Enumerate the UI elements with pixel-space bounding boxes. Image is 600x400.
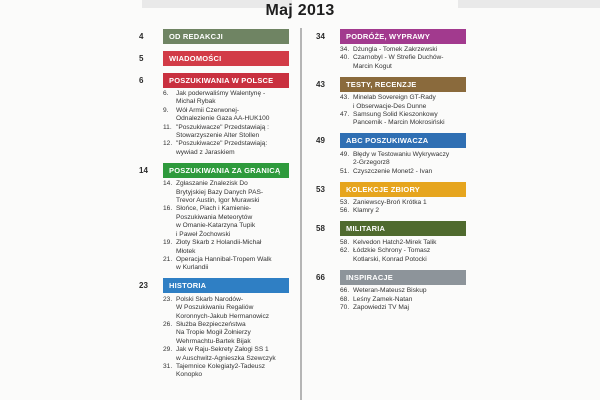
section-items bbox=[340, 46, 466, 71]
section-inspiracje bbox=[316, 269, 466, 312]
article-title: Tajemnice Kolegiaty2-Tadeusz Konopko bbox=[176, 362, 266, 379]
section-header[interactable] bbox=[139, 162, 289, 178]
section-header[interactable] bbox=[316, 269, 466, 285]
article-entry[interactable] bbox=[340, 94, 466, 111]
article-entry[interactable] bbox=[340, 46, 466, 54]
article-title: Służba Bezpieczeństwa Na Tropie Mogił Żołnierzy Wehrmachtu-Bartek Bijak bbox=[176, 320, 251, 345]
section-wiadomosci bbox=[139, 50, 289, 66]
section-header[interactable] bbox=[316, 221, 466, 237]
section-poszukiwania-za-granica bbox=[139, 162, 289, 272]
section-page-number: 34 bbox=[316, 31, 325, 41]
section-page-number: 5 bbox=[139, 53, 144, 63]
section-title-bar: WIADOMOŚCI bbox=[163, 51, 289, 66]
section-title-bar: OD REDAKCJI bbox=[163, 29, 289, 44]
article-page-number: 19. bbox=[163, 239, 173, 247]
article-page-number: 58. bbox=[340, 238, 350, 246]
section-page-number: 6 bbox=[139, 75, 144, 85]
article-page-number: 23. bbox=[163, 295, 173, 303]
article-title: Złoty Skarb z Holandii-Michał Młotek bbox=[176, 239, 262, 255]
section-items bbox=[340, 287, 466, 312]
article-title: Czarnobyl - W Strefie Duchów- Marcin Kogut bbox=[353, 54, 444, 70]
article-entry[interactable] bbox=[163, 321, 289, 346]
article-title: Polski Skarb Narodów- W Poszukiwaniu Regaliów Koronnych-Jakub Hermanowicz bbox=[176, 295, 270, 320]
article-page-number: 31. bbox=[163, 362, 173, 370]
article-page-number: 66. bbox=[340, 287, 350, 295]
section-items bbox=[163, 180, 289, 272]
article-page-number: 40. bbox=[340, 54, 350, 62]
section-items bbox=[163, 90, 289, 157]
section-title-bar: POSZUKIWANIA W POLSCE bbox=[163, 73, 289, 88]
article-title: Zaniewscy-Broń Krótka 1 bbox=[353, 199, 427, 207]
article-page-number: 68. bbox=[340, 295, 350, 303]
article-entry[interactable] bbox=[163, 363, 289, 380]
section-items bbox=[163, 296, 289, 380]
article-entry[interactable] bbox=[163, 346, 289, 363]
article-title: Weteran-Mateusz Biskup bbox=[353, 287, 427, 295]
section-header[interactable] bbox=[139, 72, 289, 88]
section-militaria bbox=[316, 221, 466, 264]
article-entry[interactable] bbox=[340, 151, 466, 168]
article-page-number: 14. bbox=[163, 180, 173, 188]
section-header[interactable] bbox=[316, 181, 466, 197]
article-page-number: 21. bbox=[163, 255, 173, 263]
article-title: Minelab Sovereign GT-Rady i Obserwacje-Des Dunne bbox=[353, 94, 436, 110]
section-title-bar: KOLEKCJE ZBIORY bbox=[340, 182, 466, 197]
section-page-number: 14 bbox=[139, 165, 148, 175]
article-page-number: 16. bbox=[163, 205, 173, 213]
article-page-number: 53. bbox=[340, 199, 350, 207]
article-entry[interactable] bbox=[340, 199, 466, 207]
article-title: Dżungla - Tomek Zakrzewski bbox=[353, 46, 438, 53]
section-title-bar: PODRÓŻE, WYPRAWY bbox=[340, 29, 466, 44]
section-page-number: 49 bbox=[316, 136, 325, 146]
section-page-number: 53 bbox=[316, 184, 325, 194]
article-page-number: 12. bbox=[163, 140, 173, 148]
article-page-number: 29. bbox=[163, 346, 173, 354]
article-entry[interactable] bbox=[163, 90, 289, 107]
article-page-number: 11. bbox=[163, 123, 172, 131]
section-page-number: 66 bbox=[316, 272, 325, 282]
article-page-number: 6. bbox=[163, 90, 169, 97]
section-items bbox=[340, 151, 466, 176]
section-title-bar: INSPIRACJE bbox=[340, 270, 466, 285]
article-entry[interactable] bbox=[340, 247, 466, 264]
article-title: Samsung Solid Kieszonkowy Pancernik - Marcin Mokrosiński bbox=[353, 111, 445, 127]
issue-title: Maj 2013 bbox=[265, 2, 335, 19]
article-page-number: 34. bbox=[340, 46, 350, 53]
article-page-number: 47. bbox=[340, 111, 350, 119]
article-entry[interactable] bbox=[163, 140, 289, 157]
article-title: Jak w Raju-Sekrety Załogi SS 1 w Auschwitz-Agnieszka Szewczyk bbox=[176, 346, 276, 362]
section-title-bar: POSZUKIWANIA ZA GRANICĄ bbox=[163, 163, 289, 178]
article-page-number: 49. bbox=[340, 150, 350, 158]
left-column bbox=[139, 28, 289, 380]
article-entry[interactable] bbox=[340, 239, 466, 247]
article-page-number: 9. bbox=[163, 106, 169, 114]
article-page-number: 51. bbox=[340, 167, 350, 175]
article-entry[interactable] bbox=[340, 287, 466, 295]
section-od-redakcji bbox=[139, 28, 289, 44]
article-page-number: 26. bbox=[163, 320, 173, 328]
article-title: Kelvedon Hatch2-Mirek Talik bbox=[353, 238, 437, 246]
article-page-number: 62. bbox=[340, 247, 350, 255]
section-poszukiwania-w-polsce bbox=[139, 72, 289, 157]
article-entry[interactable] bbox=[163, 107, 289, 124]
article-title: Leśny Zamek-Natan bbox=[353, 295, 413, 303]
section-page-number: 23 bbox=[139, 281, 148, 291]
section-items bbox=[340, 239, 466, 264]
article-page-number: 43. bbox=[340, 94, 350, 102]
section-header[interactable] bbox=[316, 133, 466, 149]
section-page-number: 58 bbox=[316, 224, 325, 234]
section-title-bar: HISTORIA bbox=[163, 278, 289, 293]
article-entry[interactable] bbox=[340, 296, 466, 304]
article-title: "Poszukiwacze" Przedstawiają: wywiad z Jaraskiem bbox=[176, 140, 268, 156]
article-title: Zgłaszanie Znalezisk Do Brytyjskiej Bazy Danych PAS- Trevor Austin, Igor Murawski bbox=[176, 180, 264, 205]
section-testy-recenzje bbox=[316, 76, 466, 128]
right-column bbox=[316, 28, 466, 317]
article-title: Błędy w Testowaniu Wykrywaczy 2-Grzegorz8 bbox=[353, 150, 450, 167]
section-podroze-wyprawy bbox=[316, 28, 466, 71]
column-divider bbox=[300, 28, 302, 400]
article-entry[interactable] bbox=[163, 124, 289, 141]
article-entry[interactable] bbox=[163, 239, 289, 256]
article-entry[interactable] bbox=[340, 111, 466, 128]
article-title: Jak poderwaliśmy Walentynę - Michał Rybak bbox=[176, 90, 266, 106]
article-title: Słońce, Piach i Kamienie- Poszukiwania Meteorytów w Omanie-Katarzyna Tupik i Paweł Żochowski bbox=[176, 205, 256, 238]
section-header[interactable] bbox=[316, 76, 466, 92]
article-title: Czyszczenie Monet2 - Ivan bbox=[353, 167, 433, 175]
article-entry[interactable] bbox=[340, 304, 466, 312]
article-entry[interactable] bbox=[340, 207, 466, 215]
article-page-number: 70. bbox=[340, 303, 350, 311]
section-historia bbox=[139, 278, 289, 380]
article-page-number: 56. bbox=[340, 207, 350, 215]
article-entry[interactable] bbox=[163, 180, 289, 205]
article-title: Łódzkie Schrony - Tomasz Kotlarski, Konrad Potocki bbox=[353, 247, 431, 263]
section-page-number: 43 bbox=[316, 79, 325, 89]
section-items bbox=[340, 94, 466, 128]
section-title-bar: ABC POSZUKIWACZA bbox=[340, 133, 466, 148]
article-entry[interactable] bbox=[163, 205, 289, 239]
article-entry[interactable] bbox=[340, 168, 466, 176]
section-title-bar: TESTY, RECENZJE bbox=[340, 77, 466, 92]
section-title-bar: MILITARIA bbox=[340, 221, 466, 236]
section-header[interactable] bbox=[139, 278, 289, 294]
article-entry[interactable] bbox=[340, 54, 466, 71]
section-page-number: 4 bbox=[139, 31, 144, 41]
section-items bbox=[340, 199, 466, 216]
section-kolekcje-zbiory bbox=[316, 181, 466, 216]
article-title: Operacja Hannibal-Tropem Walk w Kurlandii bbox=[176, 255, 272, 272]
article-entry[interactable] bbox=[163, 296, 289, 321]
section-header[interactable] bbox=[139, 50, 289, 66]
article-title: "Poszukiwacze" Przedstawiają : Stowarzyszenie Alter Stollen bbox=[176, 123, 270, 140]
article-title: Zapowiedzi TV Maj bbox=[353, 303, 409, 311]
section-header[interactable] bbox=[139, 28, 289, 44]
article-title: Klamry 2 bbox=[353, 207, 380, 215]
section-header[interactable] bbox=[316, 28, 466, 44]
section-abc-poszukiwacza bbox=[316, 133, 466, 176]
article-title: Wół Armii Czerwonej- Odnalezienie Gaza AA-HUK100 bbox=[176, 106, 270, 123]
article-entry[interactable] bbox=[163, 256, 289, 273]
